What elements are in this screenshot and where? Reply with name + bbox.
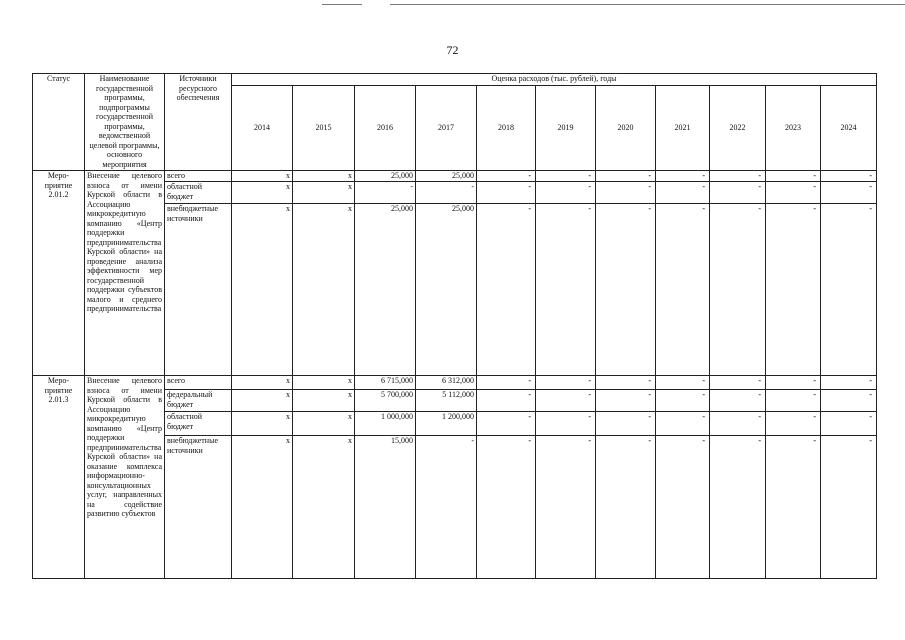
year-header: 2020 [596,86,656,171]
value-cell: - [710,436,766,579]
value-cell: - [656,204,710,376]
value-cell: - [477,204,536,376]
event-description: Внесение целевого взноса от имени Курской области в Ассоциацию микрокредитную компанию «Центр поддержки предпринимательства Курской области» на оказание комплекса информационно-консультационных услуг, направленных на содействие развитию субъектов [85,376,165,579]
event-status: Меро-приятие 2.01.3 [33,376,85,579]
year-header: 2015 [293,86,355,171]
value-cell: - [766,390,821,412]
value-cell: x [293,376,355,390]
value-cell: 5 700,000 [355,390,416,412]
event-description: Внесение целевого взноса от имени Курской области в Ассоциацию микрокредитную компанию «Центр поддержки предпринимательства Курской области» на проведение анализа эффективности мер государственной поддержки субъектов малого и среднего предпринимательства [85,171,165,376]
value-cell: - [656,376,710,390]
value-cell: - [477,436,536,579]
value-cell: - [766,376,821,390]
value-cell: - [536,376,596,390]
header-rule-left [322,4,362,5]
source-label: внебюджетные источники [165,436,232,579]
header-row [33,74,877,86]
value-cell: - [416,436,477,579]
value-cell: - [710,171,766,182]
value-cell: - [766,412,821,436]
event-status: Меро-приятие 2.01.2 [33,171,85,376]
value-cell: x [293,390,355,412]
value-cell: - [766,182,821,204]
value-cell: - [596,390,656,412]
budget-table [32,73,877,579]
source-label: областной бюджет [165,182,232,204]
value-cell: 1 200,000 [416,412,477,436]
value-cell: - [821,412,877,436]
value-cell: - [477,376,536,390]
value-cell: x [293,436,355,579]
value-cell: - [596,436,656,579]
year-header: 2022 [710,86,766,171]
value-cell: - [536,171,596,182]
value-cell: x [232,204,293,376]
value-cell: - [596,171,656,182]
value-cell: - [477,412,536,436]
year-header: 2021 [656,86,710,171]
year-header: 2014 [232,86,293,171]
value-cell: - [710,204,766,376]
value-cell: - [536,436,596,579]
value-cell: 6 312,000 [416,376,477,390]
source-label: всего [165,171,232,182]
header-rule-right [390,4,905,5]
source-label: всего [165,376,232,390]
value-cell: - [477,390,536,412]
value-cell: - [477,182,536,204]
value-cell: 15,000 [355,436,416,579]
year-header: 2018 [477,86,536,171]
value-cell: - [656,436,710,579]
value-cell: x [232,171,293,182]
table-row [33,171,877,182]
value-cell: - [821,171,877,182]
value-cell: - [766,436,821,579]
source-label: внебюджетные источники [165,204,232,376]
year-header: 2024 [821,86,877,171]
value-cell: - [596,182,656,204]
value-cell: - [536,204,596,376]
value-cell: x [293,412,355,436]
source-label: федеральный бюджет [165,390,232,412]
value-cell: x [232,436,293,579]
value-cell: x [293,182,355,204]
year-header: 2016 [355,86,416,171]
page-number: 72 [446,43,459,57]
value-cell: - [766,171,821,182]
value-cell: - [536,182,596,204]
header-name: Наименование государственной программы, подпрограммы государственной программы, ведомственной целевой программы, основного мероприятия [85,74,165,171]
value-cell: - [656,412,710,436]
value-cell: - [710,390,766,412]
value-cell: - [416,182,477,204]
value-cell: 6 715,000 [355,376,416,390]
table-body [33,74,877,579]
table-row [33,376,877,390]
value-cell: - [766,204,821,376]
value-cell: 5 112,000 [416,390,477,412]
value-cell: - [477,171,536,182]
value-cell: - [596,412,656,436]
value-cell: 25,000 [416,204,477,376]
value-cell: x [293,204,355,376]
value-cell: - [710,376,766,390]
value-cell: - [355,182,416,204]
value-cell: 25,000 [416,171,477,182]
value-cell: - [656,171,710,182]
value-cell: - [536,390,596,412]
header-status: Статус [33,74,85,171]
value-cell: - [656,182,710,204]
value-cell: x [232,390,293,412]
year-header: 2017 [416,86,477,171]
value-cell: - [821,204,877,376]
value-cell: 25,000 [355,204,416,376]
value-cell: - [656,390,710,412]
value-cell: - [821,436,877,579]
source-label: областной бюджет [165,412,232,436]
header-sources: Источники ресурсного обеспечения [165,74,232,171]
value-cell: 25,000 [355,171,416,182]
value-cell: - [710,412,766,436]
value-cell: 1 000,000 [355,412,416,436]
year-header: 2019 [536,86,596,171]
value-cell: - [821,390,877,412]
value-cell: - [596,376,656,390]
value-cell: - [596,204,656,376]
value-cell: - [536,412,596,436]
value-cell: x [232,182,293,204]
header-estimate: Оценка расходов (тыс. рублей), годы [232,74,877,86]
value-cell: - [821,376,877,390]
value-cell: - [710,182,766,204]
value-cell: x [232,376,293,390]
value-cell: x [293,171,355,182]
value-cell: - [821,182,877,204]
value-cell: x [232,412,293,436]
year-header: 2023 [766,86,821,171]
